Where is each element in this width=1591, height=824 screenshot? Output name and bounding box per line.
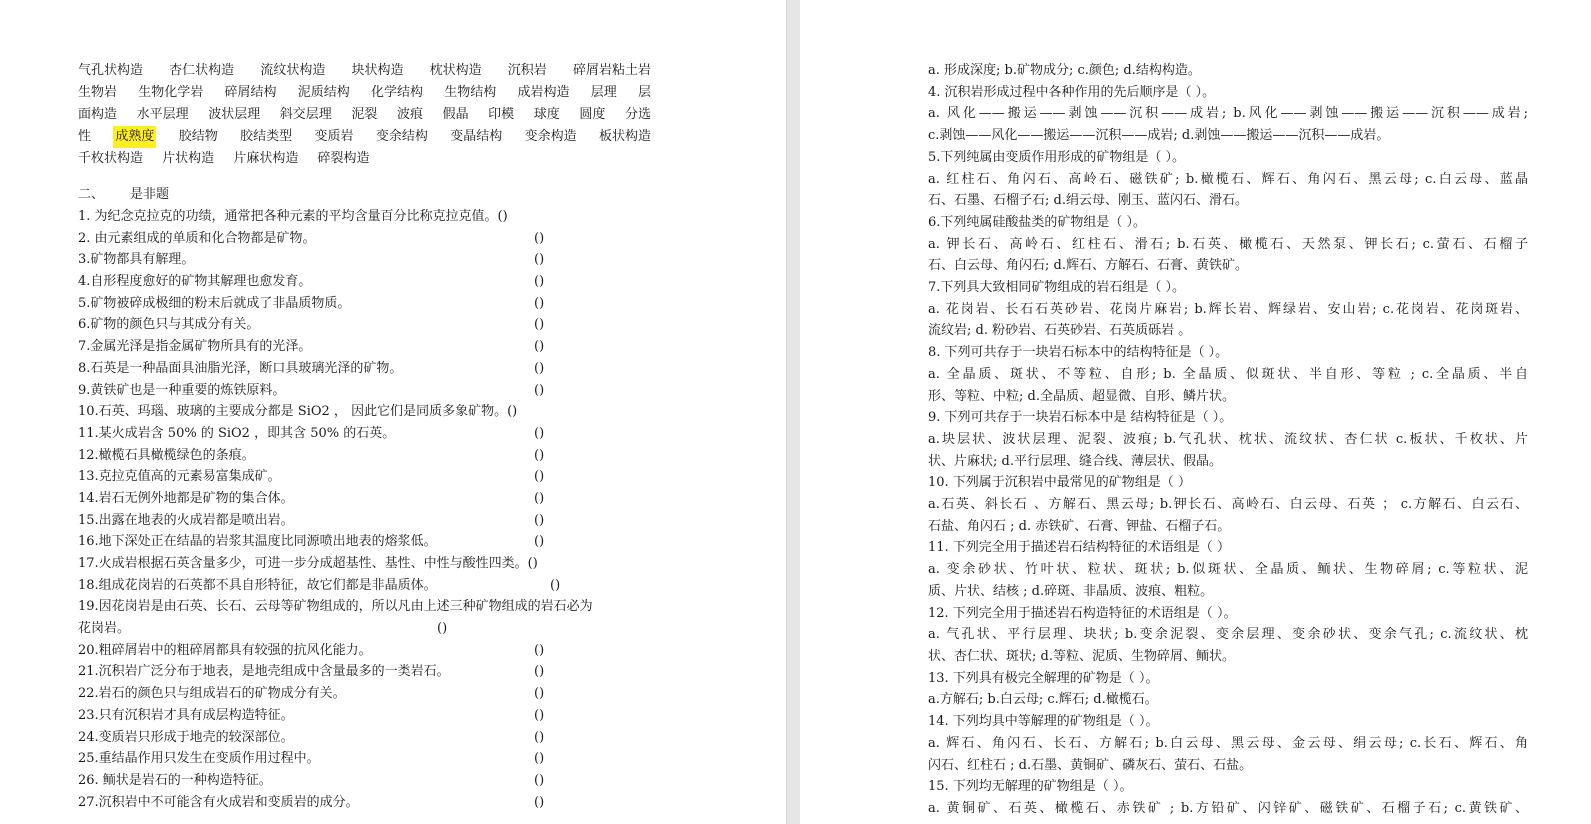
question-line: 4. 沉积岩形成过程中各种作用的先后顺序是（ ）。	[928, 84, 1216, 100]
question-line: 质、片状、结核 ; d.碎斑、非晶质、波痕、粗粒。	[928, 583, 1214, 599]
answer-blank: ()	[534, 794, 545, 810]
answer-blank: ()	[534, 729, 545, 745]
term: 片麻状构造	[233, 151, 299, 166]
term: 层	[638, 85, 652, 100]
question-text: 花岗岩。	[78, 621, 131, 637]
question-line: 13. 下列具有极完全解理的矿物是（ ）。	[928, 670, 1159, 686]
question-line: 石、石墨、石榴子石; d.绢云母、刚玉、蓝闪石、滑石。	[928, 193, 1248, 209]
question-text: 19.因花岗岩是由石英、长石、云母等矿物组成的，所以凡由上述三种矿物组成的岩石必为	[78, 599, 593, 615]
question-text: 15.出露在地表的火成岩都是喷出岩。	[78, 512, 294, 528]
term: 沉积岩	[507, 63, 547, 78]
question-line: a. 红柱石、角闪石、高岭石、磁铁矿; b.橄榄石、辉石、角闪石、黑云母; c.白云母、蓝晶	[928, 171, 1528, 187]
answer-blank: ()	[534, 317, 545, 333]
question-line: 9. 下列可共存于一块岩石标本中是 结构特征是（ ）。	[928, 410, 1233, 426]
term: 板状构造	[599, 129, 652, 144]
section-heading	[78, 184, 666, 206]
answer-blank: ()	[534, 686, 545, 702]
term: 胶结类型	[240, 129, 293, 144]
question-line: a. 气孔状、平行层理、块状; b.变余泥裂、变余层理、变余砂状、变余气孔; c.流纹状、枕	[928, 627, 1528, 643]
term: 成熟度	[113, 126, 156, 148]
term: 分选	[624, 107, 651, 122]
true-false-item	[78, 401, 666, 423]
true-false-item	[78, 293, 666, 315]
term: 变余结构	[375, 129, 428, 144]
question-text: 26. 鲕状是岩石的一种构造特征。	[78, 772, 272, 788]
term: 斜交层理	[279, 107, 332, 122]
true-false-item	[78, 705, 666, 727]
term: 流纹状构造	[260, 63, 326, 78]
true-false-item	[78, 488, 666, 510]
true-false-item	[78, 380, 666, 402]
term: 碎屑岩粘土岩	[572, 63, 651, 78]
true-false-item	[78, 531, 666, 553]
question-text: 6.矿物的颜色只与其成分有关。	[78, 317, 260, 333]
true-false-item	[78, 249, 666, 271]
question-line: a. 风化——搬运——剥蚀——沉积——成岩; b.风化——剥蚀——搬运——沉积——成岩;	[928, 106, 1528, 122]
question-text: 22.岩石的颜色只与组成岩石的矿物成分有关。	[78, 686, 346, 702]
terms-line	[78, 104, 666, 126]
answer-blank: ()	[534, 339, 545, 355]
question-text: 25.重结晶作用只发生在变质作用过程中。	[78, 751, 320, 767]
term: 变余构造	[524, 129, 577, 144]
answer-blank: ()	[534, 274, 545, 290]
question-text: 2. 由元素组成的单质和化合物都是矿物。	[78, 230, 316, 246]
question-line: 7.下列具大致相同矿物组成的岩石组是（ ）。	[928, 280, 1186, 296]
term: 层理	[590, 85, 617, 100]
terms-line	[78, 126, 666, 148]
term: 杏仁状构造	[169, 63, 235, 78]
answer-blank: ()	[534, 512, 545, 528]
question-text: 14.岩石无例外地都是矿物的集合体。	[78, 490, 294, 506]
true-false-item	[78, 792, 666, 814]
term: 气孔状构造	[78, 63, 144, 78]
answer-blank: ()	[534, 642, 545, 658]
true-false-item	[78, 445, 666, 467]
true-false-item	[78, 661, 666, 683]
answer-blank: ()	[534, 252, 545, 268]
true-false-item	[78, 683, 666, 705]
terms-line	[78, 148, 666, 170]
question-line: a. 变余砂状、竹叶状、粒状、斑状; b.似斑状、全晶质、鲕状、生物碎屑; c.等粒状、泥	[928, 562, 1528, 578]
question-line: 形、等粒、中粒; d.全晶质、超显微、自形、鳞片状。	[928, 388, 1235, 404]
question-text: 5.矿物被碎成极细的粉末后就成了非晶质物质。	[78, 295, 351, 311]
term: 生物岩	[78, 85, 118, 100]
term: 碎屑结构	[224, 85, 277, 100]
question-line: c.剥蚀——风化——搬运——沉积——成岩; d.剥蚀——搬运——沉积——成岩。	[928, 128, 1390, 144]
left-document-page	[0, 0, 786, 824]
question-text: 16.地下深处正在结晶的岩浆其温度比同源喷出地表的熔浆低。	[78, 534, 437, 550]
terms-line	[78, 60, 666, 82]
term: 波痕	[396, 107, 423, 122]
question-text: 21.沉积岩广泛分布于地表，是地壳组成中含量最多的一类岩石。	[78, 664, 450, 680]
terms-line	[78, 82, 666, 104]
answer-blank: ()	[534, 772, 545, 788]
question-line: a. 形成深度; b.矿物成分; c.颜色; d.结构构造。	[928, 63, 1201, 78]
question-text: 18.组成花岗岩的石英都不具自形特征，故它们都是非晶质体。	[78, 577, 437, 593]
true-false-item	[78, 640, 666, 662]
answer-blank: ()	[437, 621, 448, 637]
answer-blank: ()	[534, 360, 545, 376]
question-text: 9.黄铁矿也是一种重要的炼铁原料。	[78, 382, 286, 398]
question-text: 4.自形程度愈好的矿物其解理也愈发育。	[78, 274, 312, 290]
true-false-item	[78, 358, 666, 380]
question-text: 12.橄榄石具橄榄绿色的条痕。	[78, 447, 255, 463]
question-text: 3.矿物都具有解理。	[78, 252, 195, 268]
question-text: 24.变质岩只形成于地壳的较深部位。	[78, 729, 294, 745]
true-false-item	[78, 596, 666, 618]
answer-blank: ()	[534, 707, 545, 723]
term: 生物化学岩	[138, 85, 204, 100]
question-line: 状、片麻状; d.平行层理、缝合线、薄层状、假晶。	[928, 453, 1222, 469]
question-line: a. 辉石、角闪石、长石、方解石; b.白云母、黑云母、金云母、绢云母; c.长石、辉石、角	[928, 735, 1528, 751]
term: 块状构造	[351, 63, 404, 78]
question-line: a. 钾长石、高岭石、红柱石、滑石; b.石英、橄榄石、天然泵、钾长石; c.萤石、石榴子	[928, 236, 1528, 252]
answer-blank: ()	[534, 230, 545, 246]
question-line: 15. 下列均无解理的矿物组是（ ）。	[928, 779, 1133, 795]
section-number: 二、	[78, 187, 105, 202]
question-text: 1. 为纪念克拉克的功绩，通常把各种元素的平均含量百分比称克拉克值。()	[78, 209, 508, 224]
term: 枕状构造	[429, 63, 482, 78]
question-text: 17.火成岩根据石英含量多少，可进一步分成超基性、基性、中性与酸性四类。()	[78, 556, 538, 571]
true-false-item	[78, 228, 666, 250]
question-text: 7.金属光泽是指金属矿物所具有的光泽。	[78, 339, 312, 355]
term: 成岩构造	[517, 85, 570, 100]
true-false-item	[78, 510, 666, 532]
true-false-item	[78, 466, 666, 488]
term: 片状构造	[162, 151, 215, 166]
question-line: 12. 下列完全用于描述岩石构造特征的术语组是（ ）。	[928, 605, 1237, 621]
term: 性	[78, 129, 92, 144]
question-line: 11. 下列完全用于描述岩石结构特征的术语组是（ ）	[928, 540, 1230, 556]
term: 印模	[488, 107, 515, 122]
answer-blank: ()	[534, 490, 545, 506]
term: 泥质结构	[297, 85, 350, 100]
question-line: 石盐、角闪石 ; d. 赤铁矿、石膏、钾盐、石榴子石。	[928, 518, 1231, 534]
true-false-list	[78, 206, 666, 813]
right-document-page	[800, 0, 1591, 824]
term: 千枚状构造	[78, 151, 144, 166]
term: 球度	[533, 107, 560, 122]
true-false-item	[78, 748, 666, 770]
question-line: 10. 下列属于沉积岩中最常见的矿物组是（ ）	[928, 475, 1191, 491]
answer-blank: ()	[534, 425, 545, 441]
question-line: 状、杏仁状、斑状; d.等粒、泥质、生物碎屑、鲕状。	[928, 648, 1235, 664]
term: 变晶结构	[450, 129, 503, 144]
true-false-item	[78, 206, 666, 228]
answer-blank: ()	[534, 382, 545, 398]
question-text: 20.粗碎屑岩中的粗碎屑都具有较强的抗风化能力。	[78, 642, 372, 658]
answer-blank: ()	[534, 664, 545, 680]
true-false-item	[78, 618, 666, 640]
question-line: a.块层状、波状层理、泥裂、波痕; b.气孔状、枕状、流纹状、杏仁状 c.板状、千枚状、片	[928, 431, 1528, 447]
question-line: 石、白云母、角闪石; d.辉石、方解石、石膏、黄铁矿。	[928, 258, 1248, 274]
section-title: 是非题	[130, 187, 170, 202]
true-false-item	[78, 553, 666, 575]
question-text: 13.克拉克值高的元素易富集成矿。	[78, 469, 281, 485]
multiple-choice-block	[928, 60, 1528, 820]
question-text: 23.只有沉积岩才具有成层构造特征。	[78, 707, 294, 723]
true-false-item	[78, 423, 666, 445]
question-text: 11.某火成岩含 50% 的 SiO2 ，即其含 50% 的石英。	[78, 425, 396, 441]
term: 胶结物	[178, 129, 218, 144]
question-line: 5.下列纯属由变质作用形成的矿物组是（ ）。	[928, 149, 1186, 165]
term: 碎裂构造	[317, 151, 370, 166]
question-line: a. 花岗岩、长石石英砂岩、花岗片麻岩; b.辉长岩、辉绿岩、安山岩; c.花岗岩、花岗斑岩、	[928, 301, 1528, 317]
term: 化学结构	[371, 85, 424, 100]
question-line: 6.下列纯属硅酸盐类的矿物组是（ ）。	[928, 214, 1147, 230]
question-line: a.石英、斜长石 、方解石、黑云母; b.钾长石、高岭石、白云母、石英 ； c.方解石、白云石、	[928, 497, 1528, 513]
term: 假晶	[442, 107, 469, 122]
question-line: 闪石、红柱石 ; d.石墨、黄铜矿、磷灰石、萤石、石盐。	[928, 757, 1253, 773]
answer-blank: ()	[534, 534, 545, 550]
term: 泥裂	[351, 107, 378, 122]
terms-block	[78, 60, 666, 170]
term: 生物结构	[444, 85, 497, 100]
question-line: 8. 下列可共存于一块岩石标本中的结构特征是（ ）。	[928, 345, 1229, 361]
answer-blank: ()	[534, 469, 545, 485]
term: 圆度	[579, 107, 606, 122]
true-false-item	[78, 271, 666, 293]
true-false-item	[78, 575, 666, 597]
term: 面构造	[78, 107, 118, 122]
true-false-item	[78, 727, 666, 749]
question-text: 10.石英、玛瑙、玻璃的主要成分都是 SiO2 ， 因此它们是同质多象矿物。()	[78, 404, 518, 420]
answer-blank: ()	[534, 751, 545, 767]
answer-blank: ()	[534, 295, 545, 311]
true-false-item	[78, 314, 666, 336]
question-line: a. 全晶质、斑状、不等粒、自形; b. 全晶质、似斑状、半自形、等粒 ; c.全晶质、半自	[928, 366, 1528, 382]
term: 波状层理	[208, 107, 261, 122]
true-false-item	[78, 770, 666, 792]
true-false-item	[78, 336, 666, 358]
question-text: 8.石英是一种晶面具油脂光泽，断口具玻璃光泽的矿物。	[78, 360, 403, 376]
answer-blank: ()	[550, 577, 561, 593]
question-line: 流纹岩; d. 粉砂岩、石英砂岩、石英质砾岩 。	[928, 323, 1192, 339]
question-line: 14. 下列均具中等解理的矿物组是（ ）。	[928, 714, 1159, 730]
question-text: 27.沉积岩中不可能含有火成岩和变质岩的成分。	[78, 794, 359, 810]
term: 变质岩	[314, 129, 354, 144]
question-line: a. 黄铜矿、石英、橄榄石、赤铁矿 ; b.方铅矿、闪锌矿、磁铁矿、石榴子石; c.黄铁矿、	[928, 800, 1528, 816]
question-line: a.方解石; b.白云母; c.辉石; d.橄榄石。	[928, 692, 1158, 708]
term: 水平层理	[136, 107, 189, 122]
answer-blank: ()	[534, 447, 545, 463]
